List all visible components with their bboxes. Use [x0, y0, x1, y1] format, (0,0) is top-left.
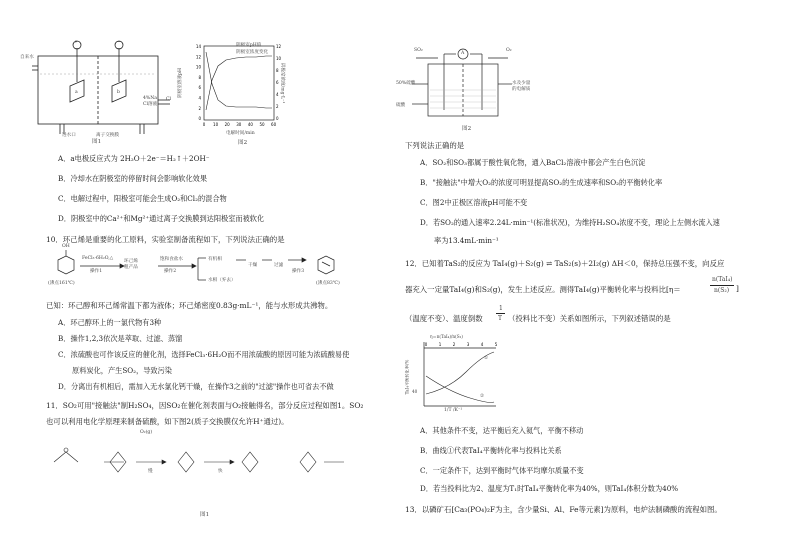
fig2-ylabel-left: 阴极室溶液pH	[177, 68, 183, 98]
q12-stem-3: （温度不变）、温度倒数	[405, 314, 483, 323]
q10-filter: 过滤	[274, 263, 284, 268]
q11-option-d-cont: 率为13.4mL·min⁻¹	[434, 236, 499, 245]
fig2-legend-2: 阴极室浓度变化	[236, 50, 269, 55]
fig2-conc-line	[206, 52, 272, 108]
fig1-nacl: 4%Na Cl溶液	[143, 96, 158, 107]
q12-option-c: C．一定条件下，达到平衡时气体平均摩尔质量不变	[420, 466, 584, 475]
fig2-right-tick: 6	[276, 80, 279, 85]
q10-stem: 10．环己烯是重要的化工原料，实验室制备流程如下，下列说法正确的是	[46, 235, 285, 244]
fig2-x-tick: 20	[224, 122, 230, 127]
q10-reagent1: FeCl₃·6H₂O,△	[82, 256, 114, 261]
q11-stem-2: 也可以利用电化学原理来制备硫酸，如下图2(质子交换膜仅允许H⁺通过)。	[46, 417, 289, 426]
fig2-caption: 图2	[238, 140, 248, 146]
q12-top-axis-label: η＝n(TaI₄)/n(S₂)	[430, 334, 463, 339]
q12-inv-den: T	[498, 315, 503, 322]
q11-fast: 快	[218, 469, 223, 474]
fig1-membrane-label: 离子交换膜	[96, 133, 119, 138]
fig2-legend-1: 阴极室pH值	[236, 43, 262, 48]
fig2-right-tick: 4	[276, 92, 279, 97]
fig2-x-tick: 60	[271, 122, 277, 127]
right-fig2-ammeter: A	[461, 51, 465, 56]
fig2-left-tick: 2	[198, 105, 201, 111]
q12-ylabel: TaI₄平衡转化率/%	[404, 359, 410, 395]
q12-ratio-bar	[710, 285, 734, 286]
fig2-x-tick: 40	[247, 122, 253, 127]
q11-fig1-caption: 图1	[200, 512, 210, 518]
q11-option-b: B．"接触法"中增大O₂的浓度可明显提高SO₂的生成速率和SO₂的平衡转化率	[420, 178, 663, 187]
q10-reagent2: 饱和食盐水	[160, 257, 183, 262]
q10-op3: 操作3	[292, 269, 305, 274]
fig2-x-tick: 30	[236, 122, 242, 127]
fig1-electrode-b: b	[117, 90, 120, 95]
q10-aqueous: 水相（弃去）	[208, 278, 236, 283]
right-fig2-sulfuric: 硫酸	[396, 103, 406, 108]
q12-ratio-den: n(S₂)	[714, 287, 730, 294]
fig2-left-tick: 14	[195, 44, 201, 49]
fig1-plus: +	[74, 40, 78, 45]
q9-option-c: C．电解过程中，阳极室可能会生成O₂和Cl₂的混合物	[58, 194, 227, 203]
q10-known: 已知：环己醇和环己烯常温下都为液体；环己烯密度0.83g·mL⁻¹，能与水形成共沸物。	[46, 301, 333, 310]
fig2-left-tick: 4	[198, 95, 201, 101]
fig2-left-tick: 8	[198, 74, 201, 80]
q12-option-a: A．其他条件不变，达平衡后充入氦气，平衡不移动	[420, 426, 584, 435]
q12-option-b: B．曲线①代表TaI₄平衡转化率与投料比关系	[420, 446, 562, 455]
q11-option-c: C．图2中正极区溶液pH可能不变	[420, 198, 528, 207]
q12-curve2-label: ②	[480, 394, 485, 399]
fig2-left-tick: 0	[198, 116, 201, 122]
q12-top-tick: 0	[424, 342, 428, 347]
q9-option-a: A．a电极反应式为 2H₂O＋2e⁻＝H₂↑＋2OH⁻	[58, 154, 210, 163]
q11-option-d: D．若SO₂的通入速率2.24L·min⁻¹(标准状况)，为维持H₂SO₄浓度不变，理论上左侧水流入速	[420, 218, 720, 227]
fig1-water-in-bottom: 进水口	[62, 133, 76, 138]
q12-ratio-num: n(TaI₄)	[712, 276, 733, 283]
fig2-right-tick: 12	[276, 44, 282, 49]
q12-top-tick: 1	[438, 342, 442, 347]
fig2-ph-line	[206, 56, 272, 110]
fig1-water-inlet: 自来水	[20, 55, 34, 60]
q10-organic: 有机相	[208, 257, 222, 262]
q13-stem: 13．以磷矿石[Ca₃(PO₄)₂F为主，含少量Si、Al、Fe等元素]为原料，电炉法制磷酸的流程如图。	[405, 505, 722, 514]
q12-top-tick: 2	[452, 342, 456, 347]
q10-bp1: (沸点161℃)	[48, 281, 75, 286]
q12-inv-bar	[496, 313, 505, 314]
q10-option-b: B．操作1,2,3依次是萃取、过滤、蒸馏	[58, 334, 183, 343]
fig1-electrode-a: a	[75, 90, 78, 95]
q10-option-c-cont: 原料炭化，产生SO₂，导致污染	[72, 366, 172, 375]
fig2-right-tick: 8	[276, 68, 279, 73]
q12-top-tick: 4	[480, 342, 484, 347]
q12-graph	[410, 336, 500, 418]
fig1-cl: Cl	[166, 97, 171, 102]
q10-crude: 环己烯 粗产品	[124, 259, 138, 270]
q9-option-b: B．冷却水在阴极室的停留时间会影响软化效果	[58, 174, 208, 183]
q12-stem-3-end: （投料比不变）关系如图所示，下列叙述错误的是	[508, 314, 671, 323]
q12-curve1-label: ①	[484, 356, 489, 361]
q10-dry: 干燥	[248, 263, 258, 268]
right-fig2-caption: 图2	[462, 126, 472, 132]
fig2-x-tick: 10	[213, 122, 219, 127]
left-fig1-apparatus	[30, 34, 180, 140]
fig2-right-tick: 10	[276, 56, 282, 61]
fig2-ylabel-right: 阴极室浓度/mg·L⁻¹	[279, 62, 285, 104]
right-fig2-water-note: 水及少量 的电解质	[512, 81, 531, 92]
fig1-caption: 图1	[92, 139, 102, 145]
right-fig2-so2: SO₂	[414, 48, 423, 53]
q12-stem-1: 12．已知着TaS₂的反应为 TaI₄(g)＋S₂(g) ⇌ TaS₂(s)＋2I₂(g) ΔH＜0，保持总压强不变，向反应	[405, 259, 725, 268]
q12-top-tick: 5	[494, 342, 498, 347]
q12-xlabel: 1/T /K⁻¹	[444, 408, 463, 413]
q9-option-d: D．阴极室中的Ca²⁺和Mg²⁺通过离子交换膜到达阳极室而被软化	[58, 214, 265, 223]
fig2-left-tick: 6	[198, 85, 201, 91]
fig2-right-tick: 2	[276, 104, 279, 109]
right-fig2-o2: O₂	[506, 48, 512, 53]
q10-option-c: C．浓硫酸也可作该反应的催化剂，选择FeCl₃·6H₂O而不用浓硫酸的原因可能为浓硫酸易使	[58, 350, 350, 359]
q10-op2: 操作2	[164, 269, 177, 274]
q11-fig1-mechanism	[44, 432, 384, 502]
q11-option-a: A．SO₂和SO₃都属于酸性氧化物，通入BaCl₂溶液中都会产生白色沉淀	[420, 158, 646, 167]
q12-ytick-40: 40	[412, 389, 418, 394]
fig2-x-tick: 50	[259, 122, 265, 127]
q11-slow: 慢	[148, 469, 153, 474]
q12-stem-2: 器充入一定量TaI₄(g)和S₂(g)，发生上述反应。测得TaI₄(g)平衡转化率与投料比[η＝	[405, 285, 681, 294]
q10-op1: 操作1	[90, 269, 103, 274]
q10-option-a: A．环己醇环上的一氯代物有3种	[58, 318, 162, 327]
fig2-left-tick: 12	[195, 54, 201, 60]
q11-stem-1: 11．SO₂可用"接触法"制H₂SO₄，因SO₂在催化剂表面与O₂接触得名，部分反应过程如图1。SO₂	[46, 401, 364, 410]
right-fig2-acid: 50%硫酸	[396, 81, 416, 86]
q12-inv-num: 1	[499, 305, 503, 312]
fig1-minus: −	[117, 40, 121, 45]
fig2-x-tick: 0	[202, 122, 206, 127]
q10-oh: OH	[62, 244, 70, 249]
q12-option-d: D．若当投料比为2、温度为T₁时TaI₄平衡转化率为40%，则TaI₄体积分数为40%	[420, 484, 679, 493]
q10-option-d: D．分离出有机相后，需加入无水氯化钙干燥，在操作3之前的"过滤"操作也可省去不做	[58, 382, 334, 391]
q10-bp2: (沸点83℃)	[316, 281, 340, 286]
fig2-left-tick: 10	[195, 64, 201, 70]
q11-lead: 下列说法正确的是	[405, 141, 465, 150]
fig2-right-tick: 0	[276, 116, 279, 121]
q12-top-tick: 3	[466, 342, 470, 347]
q11-o2g: O₂(g)	[140, 430, 153, 435]
q12-ratio-close: ]	[736, 284, 739, 293]
fig2-xlabel: 电解时间/min	[226, 131, 255, 136]
